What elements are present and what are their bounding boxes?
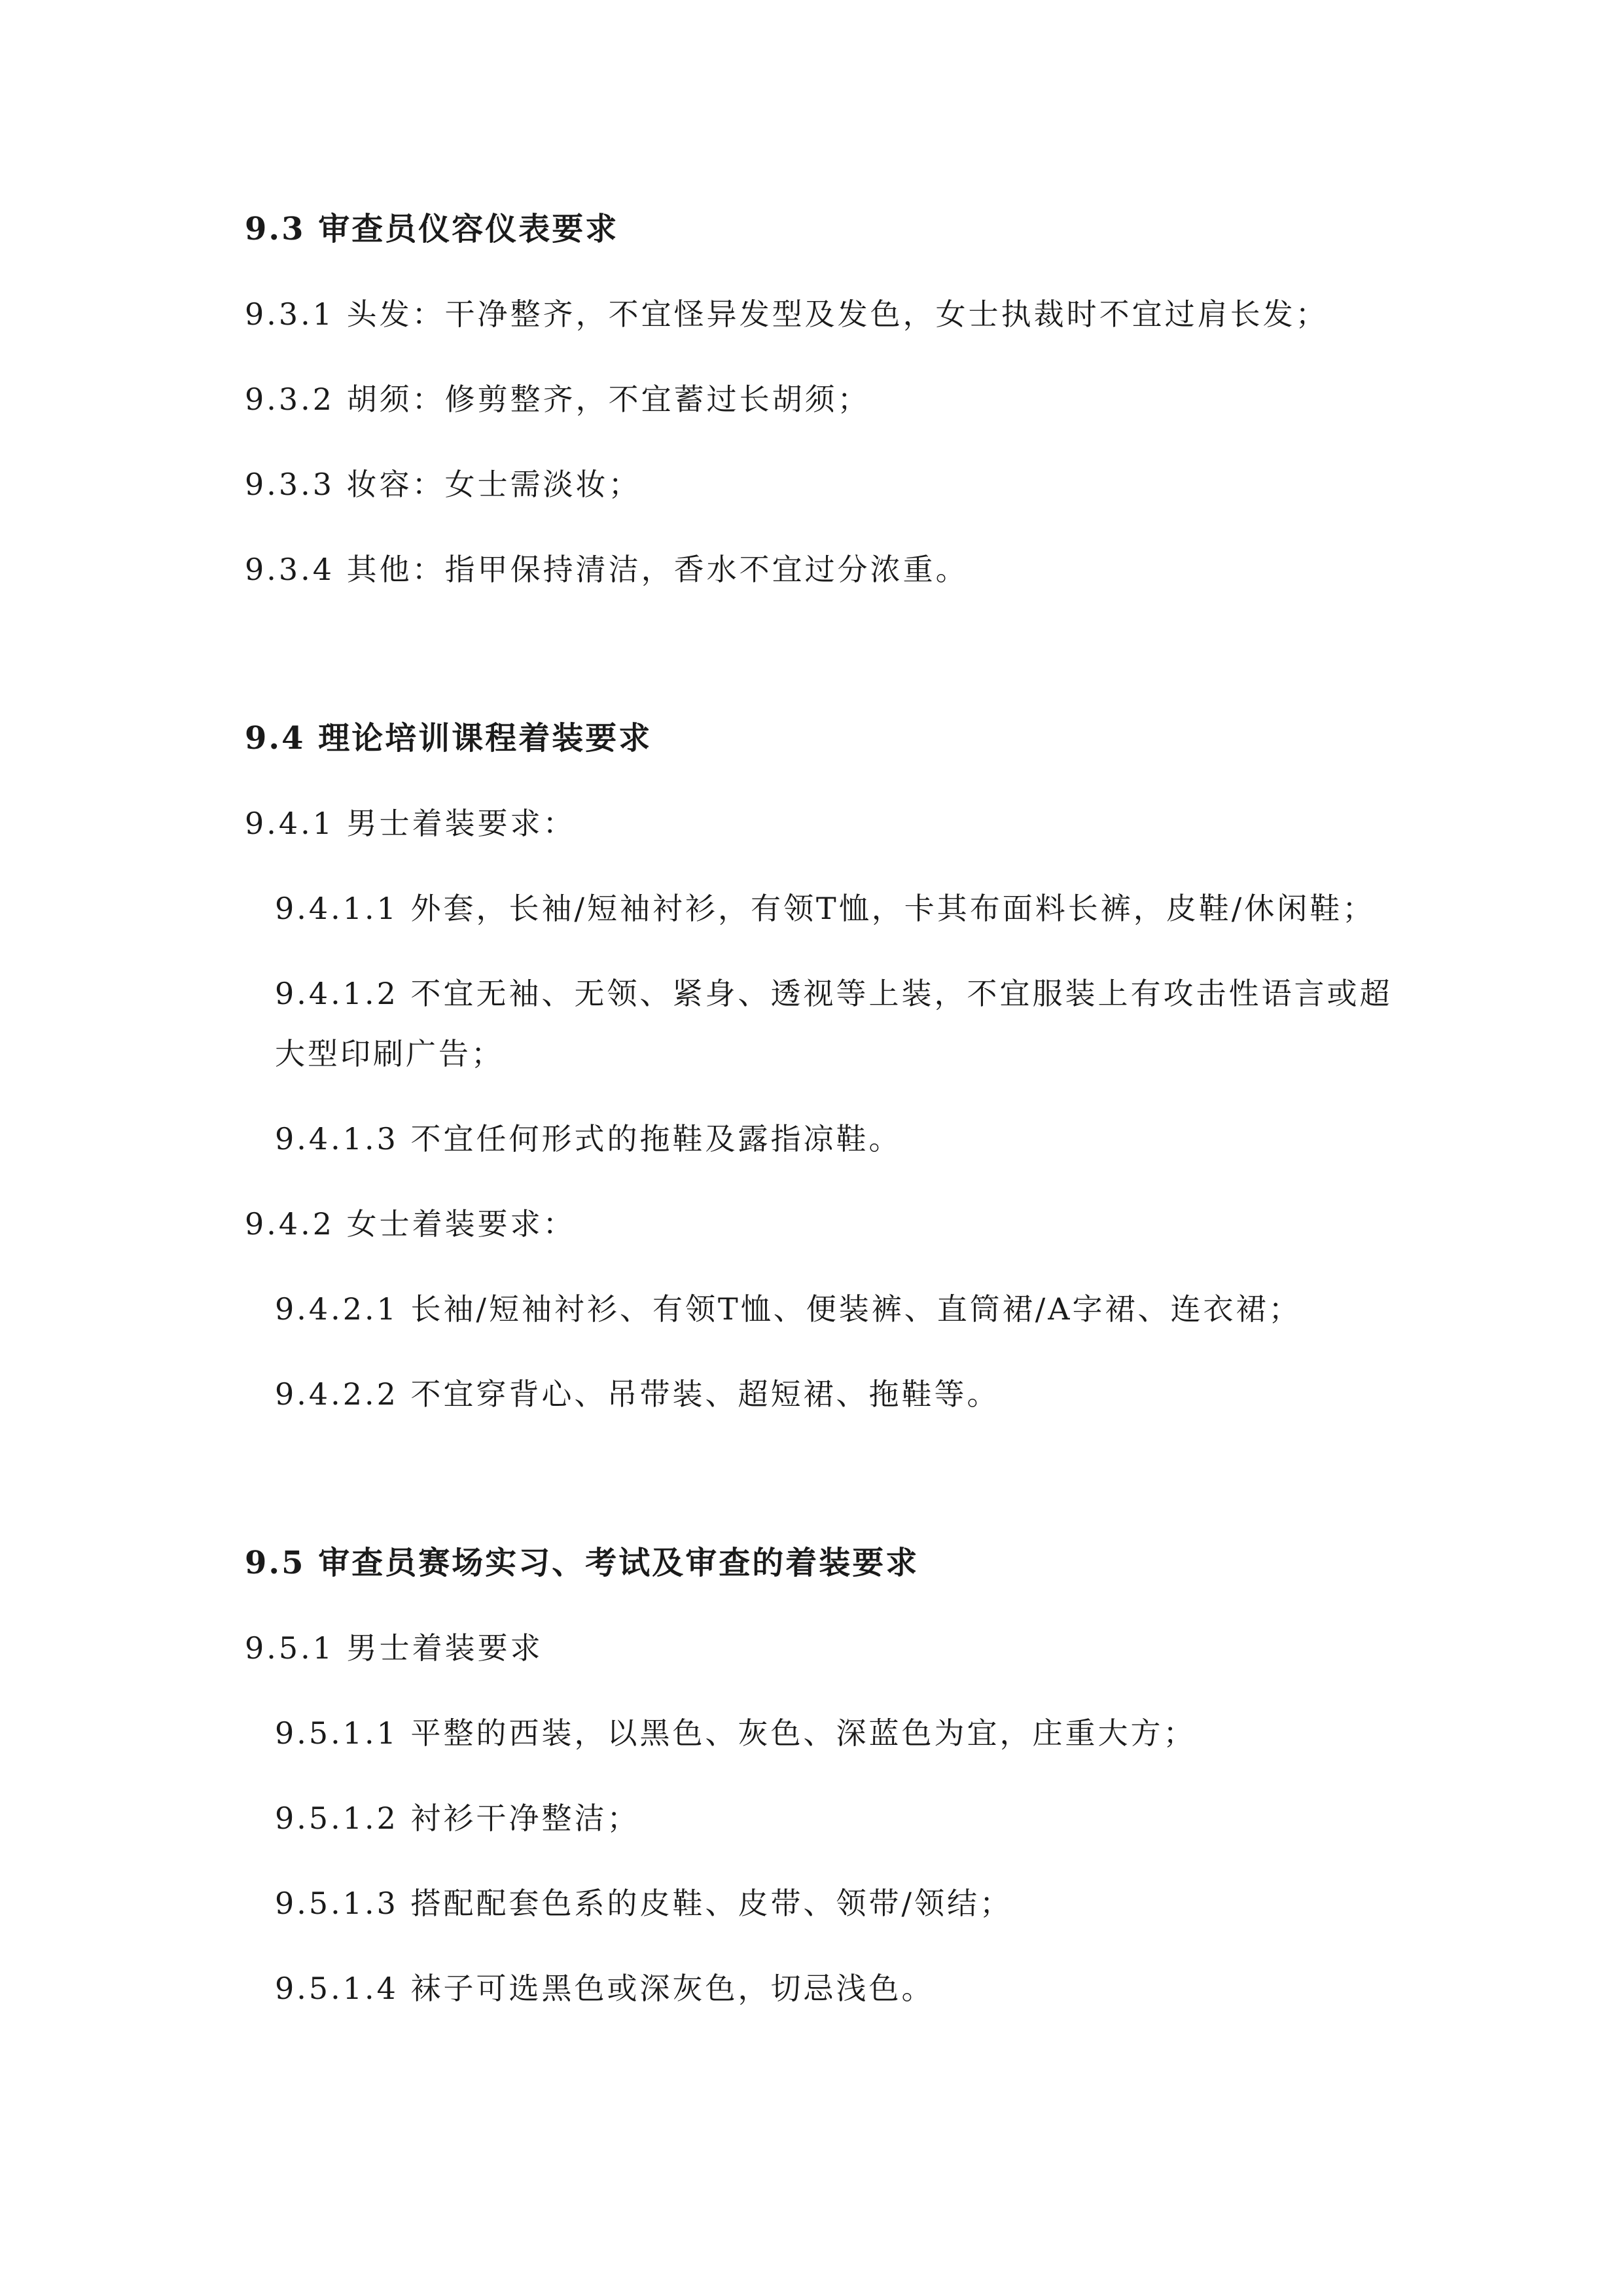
clause-9-5-1-1: 9.5.1.1 平整的西装，以黑色、灰色、深蓝色为宜，庄重大方； bbox=[275, 1715, 1196, 1751]
clause-9-3-1: 9.3.1 头发：干净整齐，不宜怪异发型及发色，女士执裁时不宜过肩长发； bbox=[245, 296, 1329, 332]
clause-9-5-1-3: 9.5.1.3 搭配配套色系的皮鞋、皮带、领带/领结； bbox=[275, 1886, 1013, 1921]
section-heading-9-3: 9.3 审查员仪容仪表要求 bbox=[245, 211, 619, 247]
clause-9-4-2-1: 9.4.2.1 长袖/短袖衬衫、有领T恤、便装裤、直筒裙/A字裙、连衣裙； bbox=[275, 1291, 1302, 1327]
clause-9-3-4: 9.3.4 其他：指甲保持清洁，香水不宜过分浓重。 bbox=[245, 552, 969, 587]
section-heading-9-4: 9.4 理论培训课程着装要求 bbox=[245, 720, 652, 757]
clause-9-3-2: 9.3.2 胡须：修剪整齐，不宜蓄过长胡须； bbox=[245, 382, 870, 417]
clause-9-4-1-2-continued: 大型印刷广告； bbox=[275, 1036, 504, 1071]
section-heading-9-5: 9.5 审查员赛场实习、考试及审查的着装要求 bbox=[245, 1545, 919, 1581]
clause-9-4-1-3: 9.4.1.3 不宜任何形式的拖鞋及露指凉鞋。 bbox=[275, 1121, 902, 1157]
clause-9-4-2-2: 9.4.2.2 不宜穿背心、吊带装、超短裙、拖鞋等。 bbox=[275, 1376, 1000, 1412]
clause-9-4-1-2: 9.4.1.2 不宜无袖、无领、紧身、透视等上装，不宜服装上有攻击性语言或超 bbox=[275, 976, 1393, 1011]
clause-9-3-3: 9.3.3 妆容：女士需淡妆； bbox=[245, 467, 641, 502]
clause-9-4-1: 9.4.1 男士着装要求： bbox=[245, 806, 576, 841]
clause-9-4-2: 9.4.2 女士着装要求： bbox=[245, 1206, 576, 1242]
clause-9-5-1-4: 9.5.1.4 袜子可选黑色或深灰色，切忌浅色。 bbox=[275, 1971, 935, 2006]
clause-9-5-1-2: 9.5.1.2 衬衫干净整洁； bbox=[275, 1801, 640, 1836]
clause-9-5-1: 9.5.1 男士着装要求 bbox=[245, 1630, 543, 1666]
clause-9-4-1-1: 9.4.1.1 外套，长袖/短袖衬衫，有领T恤，卡其布面料长裤，皮鞋/休闲鞋； bbox=[275, 891, 1376, 926]
